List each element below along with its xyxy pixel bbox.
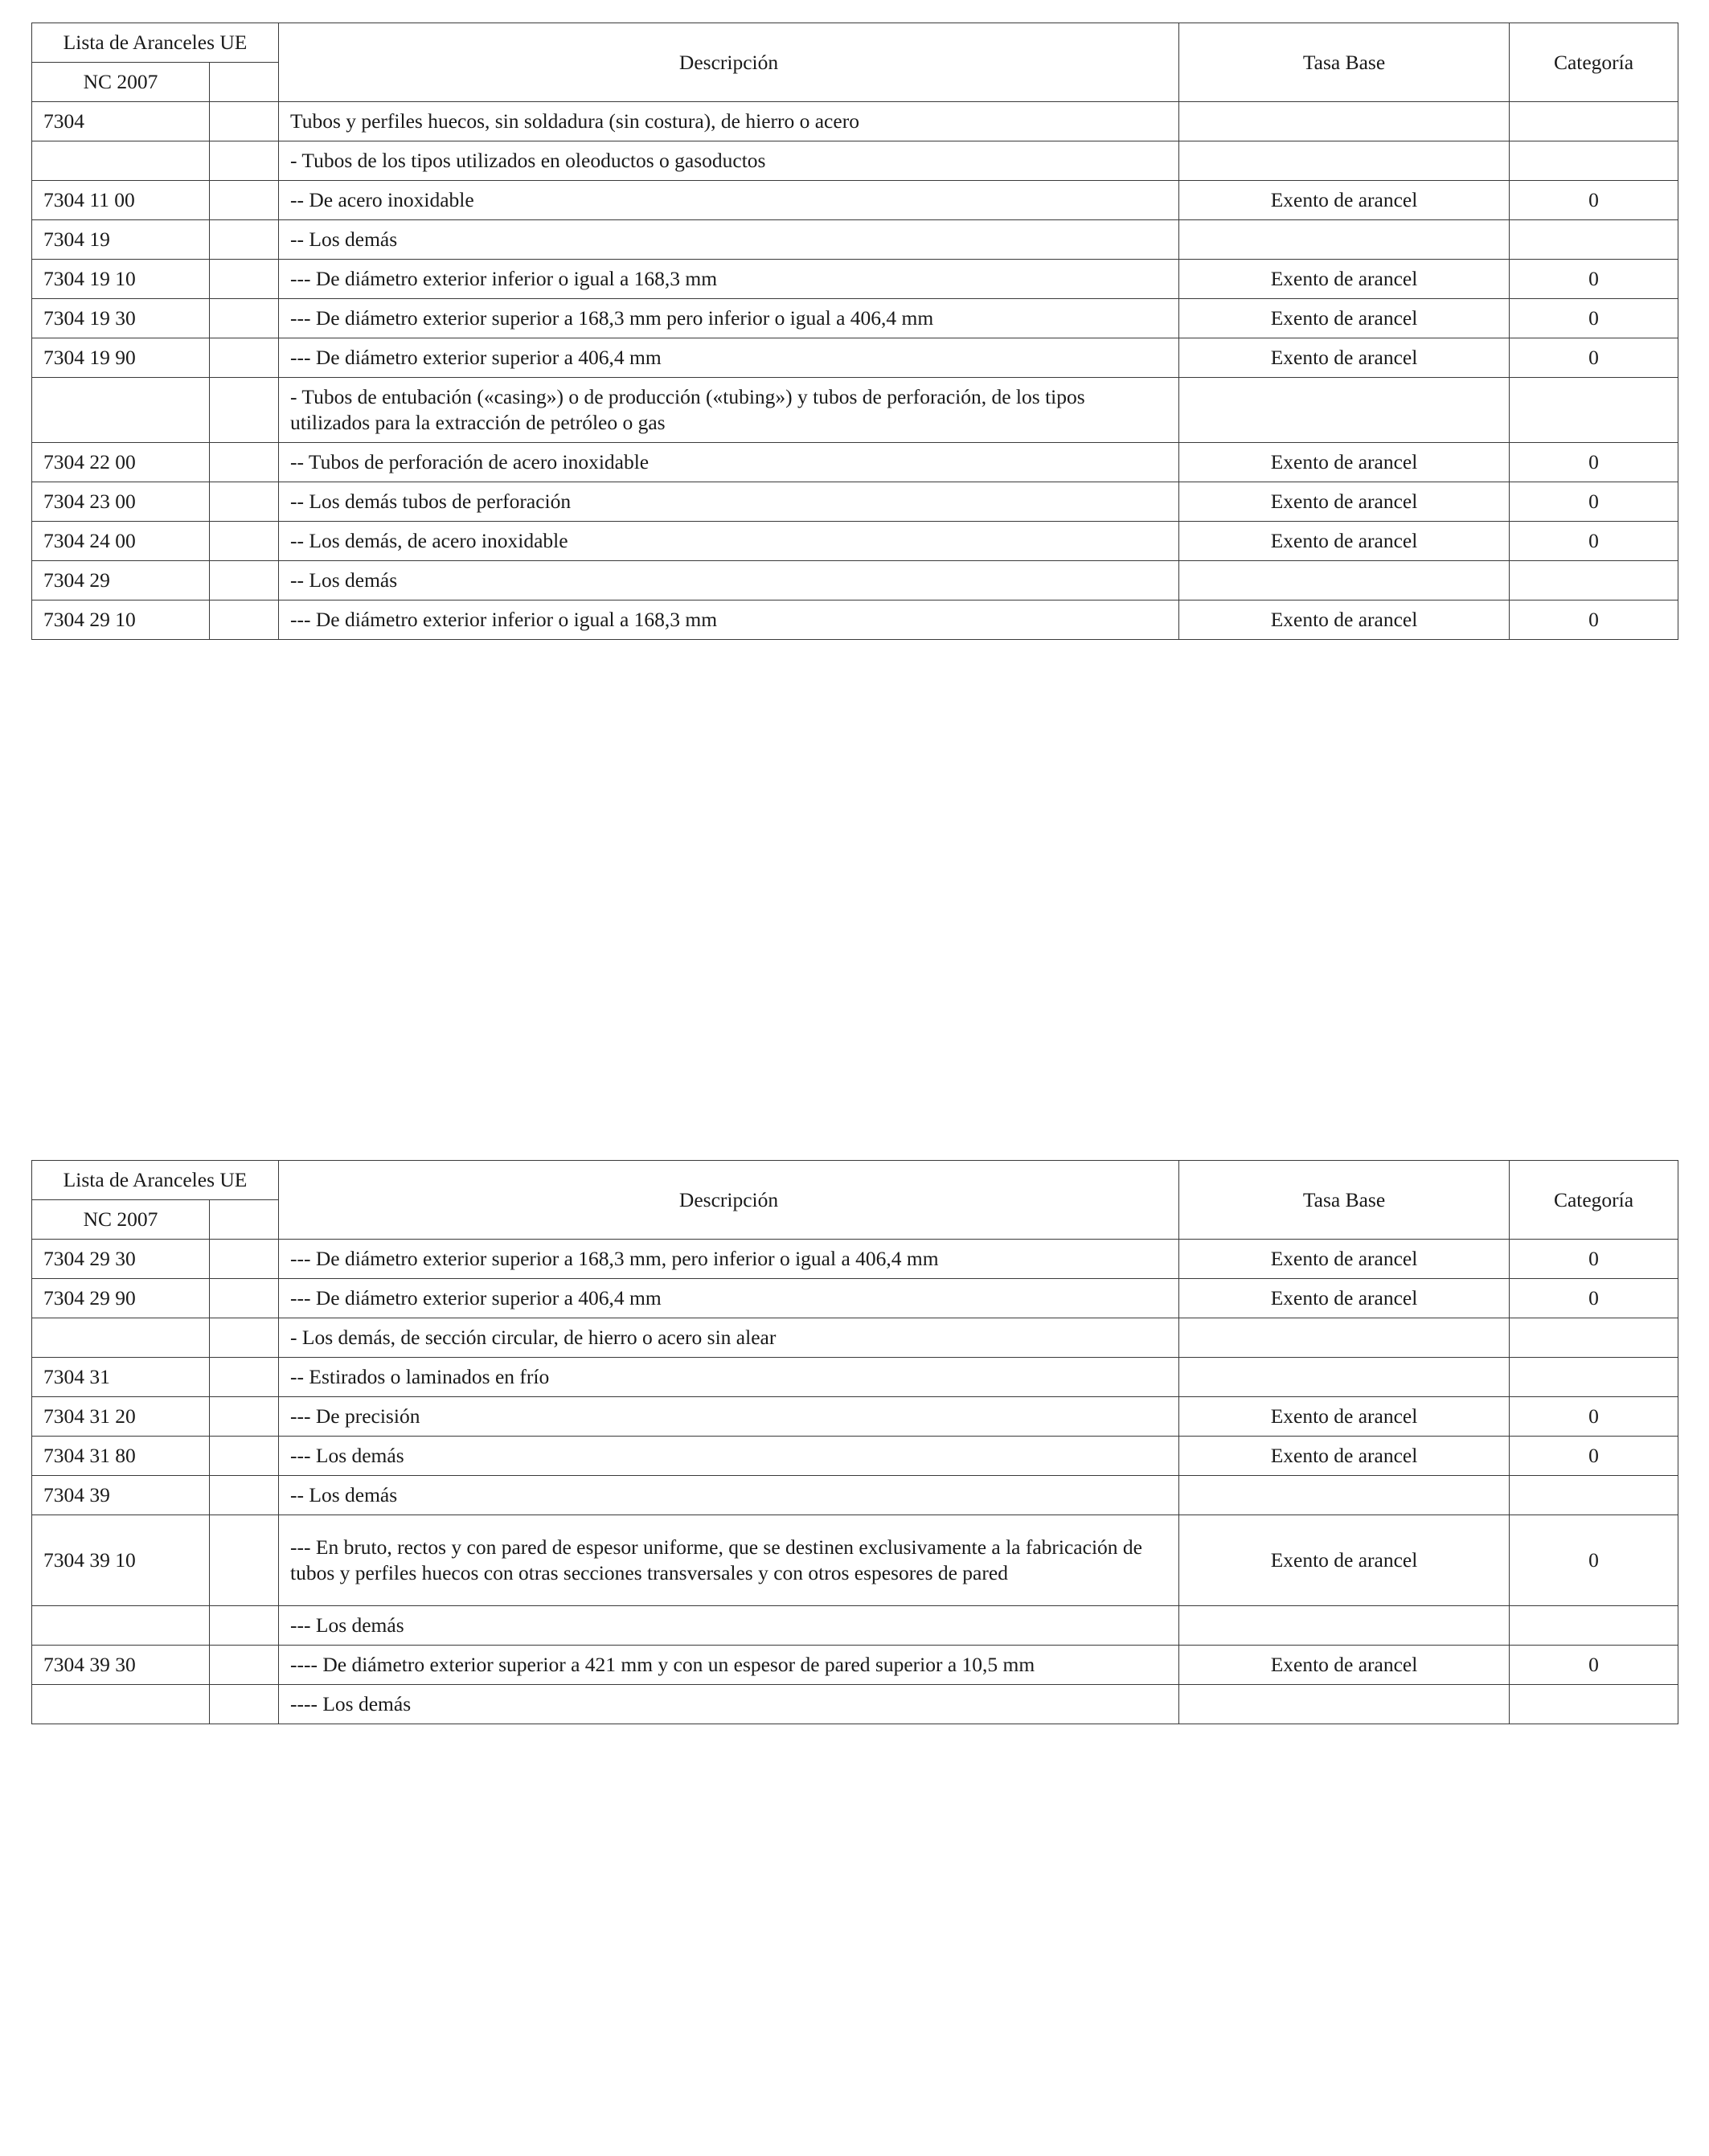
table-row (32, 299, 1678, 338)
category-cell (1510, 102, 1678, 141)
description-cell: ---- De diámetro exterior superior a 421 mm y con un espesor de pared superior a 10,5 mm (279, 1646, 1179, 1685)
description-cell: -- De acero inoxidable (279, 181, 1179, 220)
tariff-table-1 (31, 23, 1678, 640)
rate-cell: Exento de arancel (1179, 181, 1510, 220)
rate-cell (1179, 378, 1510, 443)
blank-cell (210, 482, 279, 522)
header-lista: Lista de Aranceles UE (32, 23, 279, 63)
table-row (32, 443, 1678, 482)
description-cell: -- Los demás tubos de perforación (279, 482, 1179, 522)
header-descripcion: Descripción (279, 1161, 1179, 1240)
category-cell: 0 (1510, 338, 1678, 378)
description-cell: --- Los demás (279, 1606, 1179, 1646)
code-cell: 7304 (32, 102, 210, 141)
table-row (32, 1240, 1678, 1279)
blank-cell (210, 102, 279, 141)
rate-cell: Exento de arancel (1179, 1515, 1510, 1606)
description-cell: -- Los demás (279, 1476, 1179, 1515)
description-cell: - Los demás, de sección circular, de hierro o acero sin alear (279, 1318, 1179, 1358)
category-cell: 0 (1510, 1515, 1678, 1606)
code-cell: 7304 11 00 (32, 181, 210, 220)
table-row (32, 1279, 1678, 1318)
rate-cell: Exento de arancel (1179, 1437, 1510, 1476)
category-cell (1510, 378, 1678, 443)
header-nc: NC 2007 (32, 63, 210, 102)
category-cell: 0 (1510, 443, 1678, 482)
table-row (32, 260, 1678, 299)
rate-cell (1179, 102, 1510, 141)
code-cell: 7304 19 90 (32, 338, 210, 378)
description-cell: - Tubos de los tipos utilizados en oleoductos o gasoductos (279, 141, 1179, 181)
rate-cell: Exento de arancel (1179, 1240, 1510, 1279)
category-cell: 0 (1510, 1437, 1678, 1476)
category-cell: 0 (1510, 1646, 1678, 1685)
rate-cell: Exento de arancel (1179, 522, 1510, 561)
table-row (32, 1685, 1678, 1724)
code-cell: 7304 29 90 (32, 1279, 210, 1318)
rate-cell: Exento de arancel (1179, 1397, 1510, 1437)
blank-cell (210, 561, 279, 600)
code-cell: 7304 19 (32, 220, 210, 260)
rate-cell (1179, 1358, 1510, 1397)
category-cell (1510, 141, 1678, 181)
code-cell: 7304 31 20 (32, 1397, 210, 1437)
header-tasa-base: Tasa Base (1179, 1161, 1510, 1240)
category-cell (1510, 1476, 1678, 1515)
code-cell (32, 141, 210, 181)
table-row (32, 338, 1678, 378)
blank-cell (210, 1318, 279, 1358)
rate-cell: Exento de arancel (1179, 1646, 1510, 1685)
blank-cell (210, 522, 279, 561)
table-row (32, 1318, 1678, 1358)
header-categoria: Categoría (1510, 23, 1678, 102)
rate-cell: Exento de arancel (1179, 600, 1510, 640)
rate-cell (1179, 561, 1510, 600)
code-cell: 7304 19 10 (32, 260, 210, 299)
code-cell: 7304 39 (32, 1476, 210, 1515)
description-cell: --- De diámetro exterior inferior o igual a 168,3 mm (279, 600, 1179, 640)
description-cell: -- Tubos de perforación de acero inoxidable (279, 443, 1179, 482)
blank-cell (210, 260, 279, 299)
description-cell: -- Los demás (279, 220, 1179, 260)
category-cell (1510, 1318, 1678, 1358)
rate-cell (1179, 1318, 1510, 1358)
category-cell (1510, 1358, 1678, 1397)
description-cell: --- De diámetro exterior inferior o igual a 168,3 mm (279, 260, 1179, 299)
rate-cell (1179, 220, 1510, 260)
table-row (32, 378, 1678, 443)
category-cell: 0 (1510, 1279, 1678, 1318)
description-cell: --- De diámetro exterior superior a 406,4 mm (279, 338, 1179, 378)
blank-cell (210, 1606, 279, 1646)
blank-cell (210, 1515, 279, 1606)
table-row (32, 1515, 1678, 1606)
description-cell: --- Los demás (279, 1437, 1179, 1476)
blank-cell (210, 1358, 279, 1397)
table-row (32, 1358, 1678, 1397)
blank-cell (210, 1279, 279, 1318)
description-cell: -- Estirados o laminados en frío (279, 1358, 1179, 1397)
category-cell (1510, 220, 1678, 260)
blank-cell (210, 220, 279, 260)
blank-cell (210, 141, 279, 181)
category-cell: 0 (1510, 1240, 1678, 1279)
rate-cell: Exento de arancel (1179, 338, 1510, 378)
code-cell (32, 1318, 210, 1358)
description-cell: ---- Los demás (279, 1685, 1179, 1724)
header-blank-cell (210, 63, 279, 102)
blank-cell (210, 299, 279, 338)
code-cell: 7304 39 10 (32, 1515, 210, 1606)
blank-cell (210, 1240, 279, 1279)
code-cell: 7304 19 30 (32, 299, 210, 338)
category-cell: 0 (1510, 1397, 1678, 1437)
rate-cell: Exento de arancel (1179, 443, 1510, 482)
rate-cell: Exento de arancel (1179, 1279, 1510, 1318)
category-cell (1510, 561, 1678, 600)
header-lista: Lista de Aranceles UE (32, 1161, 279, 1200)
rate-cell (1179, 1476, 1510, 1515)
category-cell: 0 (1510, 181, 1678, 220)
tariff-table-2 (31, 1160, 1678, 1724)
code-cell: 7304 31 (32, 1358, 210, 1397)
code-cell: 7304 22 00 (32, 443, 210, 482)
code-cell: 7304 23 00 (32, 482, 210, 522)
blank-cell (210, 181, 279, 220)
blank-cell (210, 1646, 279, 1685)
category-cell (1510, 1606, 1678, 1646)
table-row (32, 522, 1678, 561)
code-cell (32, 1685, 210, 1724)
code-cell: 7304 29 (32, 561, 210, 600)
category-cell: 0 (1510, 522, 1678, 561)
code-cell: 7304 39 30 (32, 1646, 210, 1685)
code-cell: 7304 24 00 (32, 522, 210, 561)
table-row (32, 141, 1678, 181)
rate-cell (1179, 1685, 1510, 1724)
table-row (32, 1476, 1678, 1515)
code-cell (32, 378, 210, 443)
header-descripcion: Descripción (279, 23, 1179, 102)
table-row (32, 181, 1678, 220)
category-cell: 0 (1510, 260, 1678, 299)
blank-cell (210, 378, 279, 443)
header-nc: NC 2007 (32, 1200, 210, 1240)
table-row (32, 1437, 1678, 1476)
description-cell: -- Los demás, de acero inoxidable (279, 522, 1179, 561)
blank-cell (210, 338, 279, 378)
header-blank-cell (210, 1200, 279, 1240)
rate-cell: Exento de arancel (1179, 299, 1510, 338)
table-row (32, 561, 1678, 600)
description-cell: --- De precisión (279, 1397, 1179, 1437)
table-row (32, 102, 1678, 141)
blank-cell (210, 1397, 279, 1437)
table-row (32, 220, 1678, 260)
rate-cell: Exento de arancel (1179, 260, 1510, 299)
table-row (32, 482, 1678, 522)
rate-cell: Exento de arancel (1179, 482, 1510, 522)
code-cell: 7304 31 80 (32, 1437, 210, 1476)
category-cell: 0 (1510, 482, 1678, 522)
code-cell: 7304 29 10 (32, 600, 210, 640)
rate-cell (1179, 141, 1510, 181)
description-cell: - Tubos de entubación («casing») o de producción («tubing») y tubos de perforación, de los tipos utilizados para la extracción de petróleo o gas (279, 378, 1179, 443)
category-cell (1510, 1685, 1678, 1724)
blank-cell (210, 600, 279, 640)
description-cell: -- Los demás (279, 561, 1179, 600)
table-row (32, 1646, 1678, 1685)
table-row (32, 600, 1678, 640)
blank-cell (210, 1685, 279, 1724)
header-categoria: Categoría (1510, 1161, 1678, 1240)
blank-cell (210, 443, 279, 482)
table-row (32, 1606, 1678, 1646)
category-cell: 0 (1510, 299, 1678, 338)
category-cell: 0 (1510, 600, 1678, 640)
description-cell: Tubos y perfiles huecos, sin soldadura (sin costura), de hierro o acero (279, 102, 1179, 141)
description-cell: --- De diámetro exterior superior a 168,3 mm, pero inferior o igual a 406,4 mm (279, 1240, 1179, 1279)
blank-cell (210, 1476, 279, 1515)
code-cell (32, 1606, 210, 1646)
table-row (32, 1397, 1678, 1437)
description-cell: --- En bruto, rectos y con pared de espesor uniforme, que se destinen exclusivamente a la fabricación de tubos y perfiles huecos con otras secciones transversales y con otros espesores de pared (279, 1515, 1179, 1606)
rate-cell (1179, 1606, 1510, 1646)
blank-cell (210, 1437, 279, 1476)
description-cell: --- De diámetro exterior superior a 168,3 mm pero inferior o igual a 406,4 mm (279, 299, 1179, 338)
header-tasa-base: Tasa Base (1179, 23, 1510, 102)
description-cell: --- De diámetro exterior superior a 406,4 mm (279, 1279, 1179, 1318)
code-cell: 7304 29 30 (32, 1240, 210, 1279)
